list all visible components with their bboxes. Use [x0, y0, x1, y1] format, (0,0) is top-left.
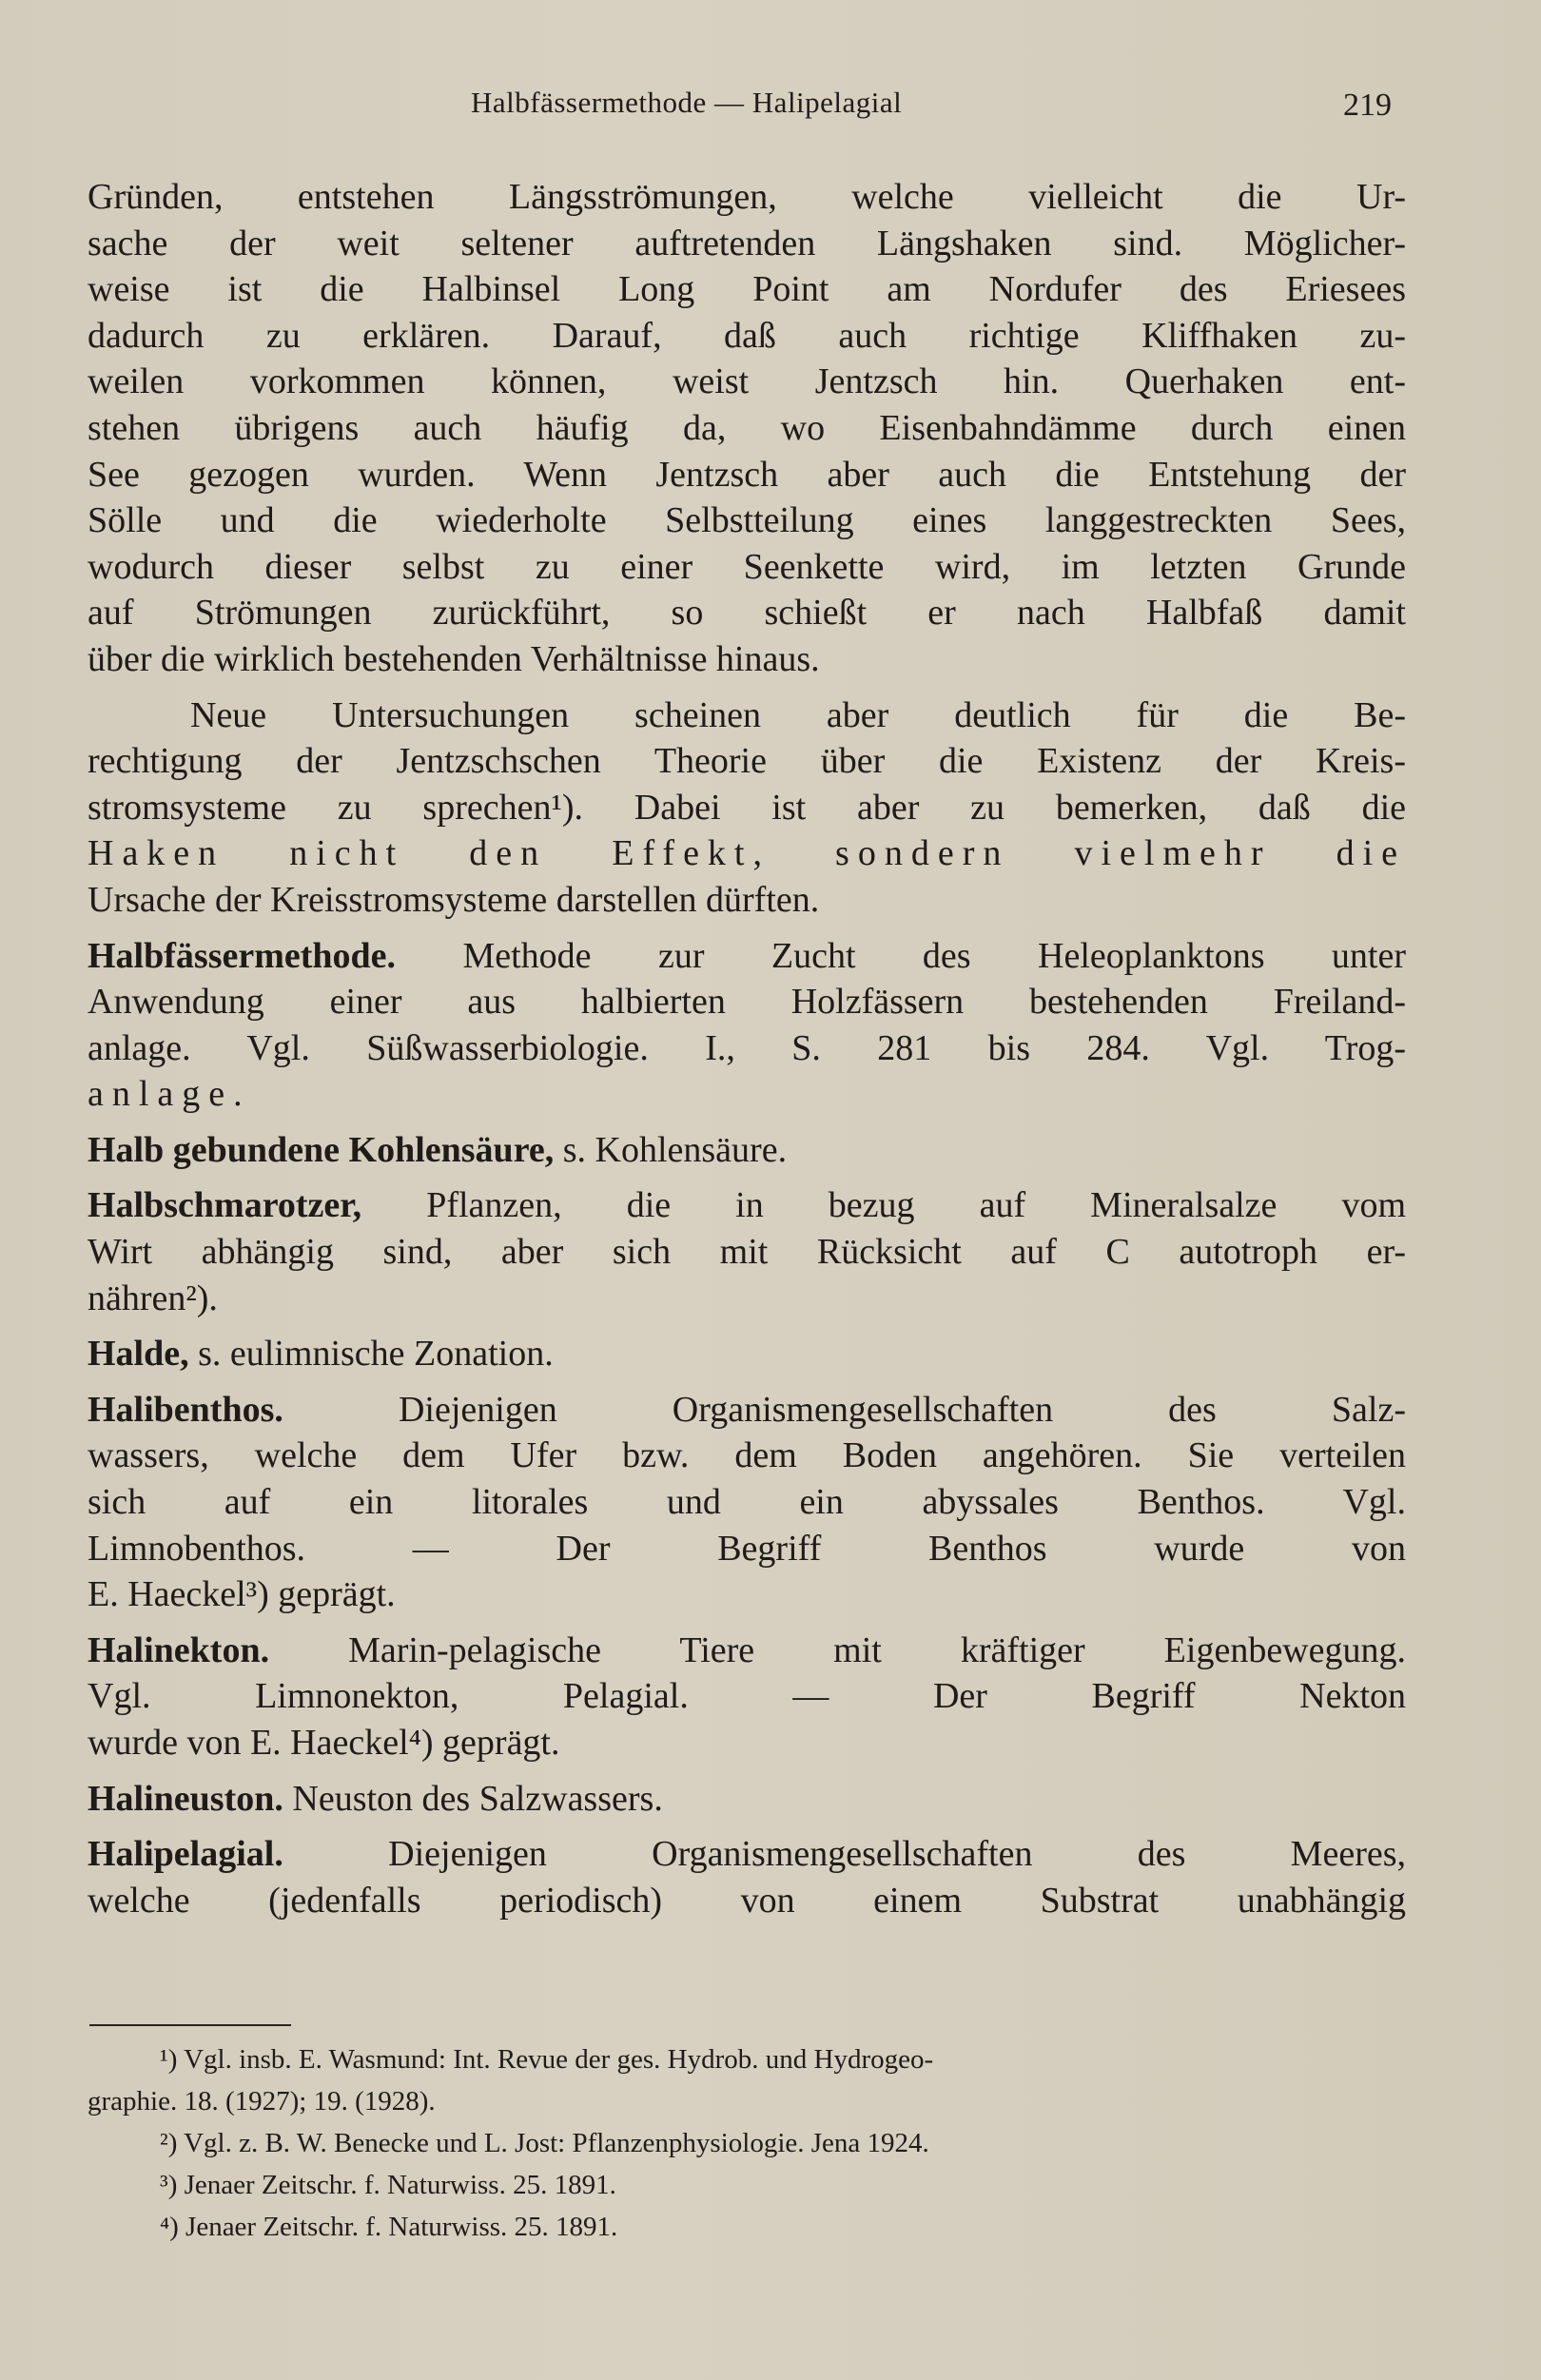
- entry-term: Halinekton.: [88, 1629, 270, 1670]
- text-line: Neuston des Salzwassers.: [292, 1778, 663, 1819]
- entry-term: Halbschmarotzer,: [88, 1185, 362, 1226]
- text-line: nähren²).: [88, 1278, 218, 1318]
- text-line: Neue Untersuchungen scheinen aber deutlich für die Be-: [190, 694, 1406, 735]
- footnote-text: Jenaer Zeitschr. f. Naturwiss. 25. 1891.: [184, 2170, 616, 2200]
- text-line: dadurch zu erklären. Darauf, daß auch richtige Kliffhaken zu-: [88, 315, 1406, 356]
- entry-halb-gebundene-kohlensaeure: [88, 1127, 1406, 1174]
- text-line: Wirt abhängig sind, aber sich mit Rücksicht auf C autotroph er-: [88, 1232, 1406, 1273]
- paragraph-continued: [88, 174, 1406, 683]
- text-line: sache der weit seltener auftretenden Längshaken sind. Möglicher-: [88, 223, 1406, 263]
- entry-halipelagial: [88, 1831, 1406, 1923]
- text-line: Pflanzen, die in bezug auf Mineralsalze vom: [426, 1185, 1406, 1226]
- text-line: Sölle und die wiederholte Selbstteilung eines langgestreckten Sees,: [88, 500, 1406, 541]
- text-line: weise ist die Halbinsel Long Point am Nordufer des Eriesees: [88, 269, 1406, 310]
- footnote-mark: ²): [160, 2128, 178, 2158]
- text-line: wodurch dieser selbst zu einer Seenkette wird, im letzten Grunde: [88, 546, 1406, 587]
- body-text: [88, 174, 1406, 1923]
- text-line: sich auf ein litorales und ein abyssales Benthos. Vgl.: [88, 1482, 1406, 1523]
- text-line: E. Haeckel³) geprägt.: [88, 1574, 396, 1615]
- footnote: [88, 2164, 1406, 2206]
- text-line: wassers, welche dem Ufer bzw. dem Boden angehören. Sie verteilen: [88, 1435, 1406, 1476]
- entry-term: Halb gebundene Kohlensäure,: [88, 1129, 555, 1170]
- footnote-continuation: graphie. 18. (1927); 19. (1928).: [88, 2086, 436, 2117]
- entry-halinekton: [88, 1628, 1406, 1766]
- footnote-mark: ³): [160, 2170, 178, 2200]
- text-line: s. Kohlensäure.: [562, 1129, 788, 1170]
- entry-halbfaessermethode: [88, 933, 1406, 1118]
- text-line: wurde von E. Haeckel⁴) geprägt.: [88, 1723, 560, 1763]
- running-head: Halbfässermethode — Halipelagial: [471, 86, 903, 119]
- text-line: Vgl. Limnonekton, Pelagial. — Der Begriff Nekton: [88, 1676, 1406, 1717]
- entry-term: Halipelagial.: [88, 1834, 283, 1875]
- text-line: Diejenigen Organismengesellschaften des Salz-: [398, 1389, 1406, 1430]
- text-line: Gründen, entstehen Längsströmungen, welche vielleicht die Ur-: [88, 177, 1406, 217]
- text-line: s. eulimnische Zonation.: [198, 1334, 554, 1375]
- text-line: Limnobenthos. — Der Begriff Benthos wurde von: [88, 1528, 1406, 1569]
- footnote: [88, 2206, 1406, 2248]
- footnote: [88, 2122, 1406, 2164]
- text-line: Anwendung einer aus halbierten Holzfässern bestehenden Freiland-: [88, 982, 1406, 1023]
- text-line: weilen vorkommen können, weist Jentzsch hin. Querhaken ent-: [88, 361, 1406, 402]
- entry-halde: [88, 1331, 1406, 1377]
- entry-halibenthos: [88, 1387, 1406, 1618]
- footnote-text: Jenaer Zeitschr. f. Naturwiss. 25. 1891.: [185, 2212, 618, 2242]
- footnote-text: Vgl. z. B. W. Benecke und L. Jost: Pflanzenphysiologie. Jena 1924.: [184, 2128, 929, 2158]
- text-line: welche (jedenfalls periodisch) von einem Substrat unabhängig: [88, 1880, 1406, 1921]
- footnotes: [88, 2039, 1406, 2248]
- text-line: See gezogen wurden. Wenn Jentzsch aber auch die Entstehung der: [88, 454, 1406, 495]
- text-line: rechtigung der Jentzschschen Theorie über die Existenz der Kreis-: [88, 741, 1406, 782]
- page-header: [0, 86, 1541, 129]
- page-number: 219: [1343, 88, 1392, 123]
- footnote-mark: ⁴): [160, 2212, 179, 2242]
- text-line: stromsysteme zu sprechen¹). Dabei ist aber zu bemerken, daß die: [88, 787, 1406, 828]
- text-line: Marin-pelagische Tiere mit kräftiger Eigenbewegung.: [348, 1629, 1406, 1670]
- entry-term: Halibenthos.: [88, 1389, 283, 1430]
- text-line: anlage. Vgl. Süßwasserbiologie. I., S. 281 bis 284. Vgl. Trog-: [88, 1027, 1406, 1068]
- text-line: Methode zur Zucht des Heleoplanktons unter: [462, 935, 1407, 976]
- text-line: über die wirklich bestehenden Verhältnisse hinaus.: [88, 638, 820, 679]
- text-line: auf Strömungen zurückführt, so schießt er nach Halbfaß damit: [88, 593, 1406, 634]
- paragraph: [88, 693, 1406, 924]
- text-line: Diejenigen Organismengesellschaften des Meeres,: [388, 1834, 1407, 1875]
- entry-term: Halde,: [88, 1334, 189, 1375]
- entry-term: Halineuston.: [88, 1778, 283, 1819]
- text-line: Haken nicht den Effekt, sondern vielmehr die: [88, 833, 1406, 874]
- entry-halbschmarotzer: [88, 1182, 1406, 1321]
- text-line: stehen übrigens auch häufig da, wo Eisenbahndämme durch einen: [88, 407, 1406, 448]
- text-line: anlage.: [88, 1074, 251, 1115]
- entry-term: Halbfässermethode.: [88, 935, 397, 976]
- text-line: Ursache der Kreisstromsysteme darstellen dürften.: [88, 879, 820, 920]
- entry-halineuston: [88, 1776, 1406, 1823]
- footnote: [88, 2039, 1406, 2080]
- footnote-text: Vgl. insb. E. Wasmund: Int. Revue der ges. Hydrob. und Hydrogeo-: [184, 2044, 934, 2075]
- footnote-mark: ¹): [160, 2044, 178, 2075]
- footnote-divider: [89, 2024, 291, 2026]
